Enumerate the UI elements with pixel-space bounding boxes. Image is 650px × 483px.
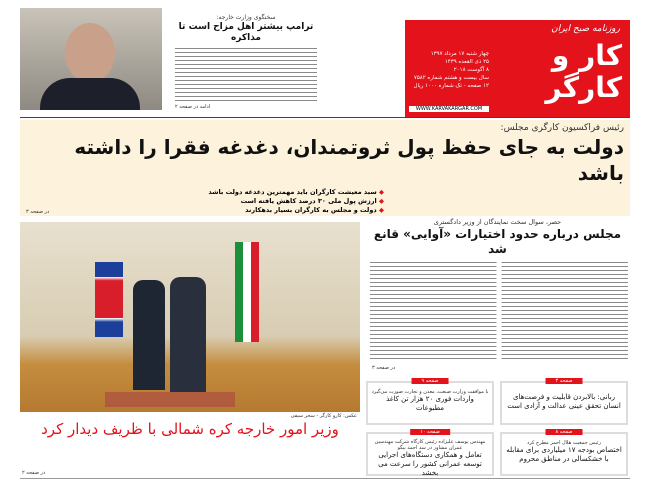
person-right	[170, 277, 206, 392]
top-story-continued[interactable]: ادامه در صفحه ۲	[175, 104, 211, 110]
portrait-photo	[20, 8, 162, 110]
issue-info: چهار شنبه ۱۷ مرداد ۱۳۹۷ ۲۵ ذی القعده ۱۴۳۹ ۸ آگوست ۲۰۱۸ سال بیست و هشتم شماره ۷۵۸۲ ۱۲ صفحه - تک شماره ۱۰۰۰ ریال	[413, 51, 489, 89]
top-story	[170, 14, 322, 44]
news-box[interactable]: صفحه ۸ رئیس جمعیت هلال احمر مطرح کرد اختصاص بودجه ۱۷ میلیاردی برای مقابله با خشکسالی در مناطق محروم	[500, 432, 628, 476]
photo-credit: عکس: کارو کارگر - سحر سیفی	[290, 413, 357, 419]
lead-kicker: رئیس فراکسیون کارگری مجلس:	[500, 123, 624, 133]
news-box[interactable]: صفحه ۱۰ مهندس یوسف علیزاده رئیس کارگاه شرکت مهندسین عمران مشاور در سد احمد بیگو تعامل و همکاری دستگاه‌های اجرایی توسعه عمرانی کشور را سرعت می بخشد	[366, 432, 494, 476]
person-left	[133, 280, 165, 390]
masthead	[405, 20, 630, 117]
lead-continued[interactable]: در صفحه ۳	[26, 209, 50, 215]
lead-bullets: ◆ سبد معیشت کارگران باید مهمترین دغدغه دولت باشد ◆ ارزش پول ملی ۳۰ درصد کاهش یافته است ◆ دولت و مجلس به کارگران بسیار بدهکارند	[208, 188, 384, 214]
news-box[interactable]: صفحه ۳ ربانی: بالابردن قابلیت و فرصت‌های انسان تحقق عینی عدالت و آزادی است	[500, 381, 628, 425]
top-story-kicker: سخنگوی وزارت خارجه:	[216, 14, 276, 21]
top-story-title[interactable]: ترامپ بیشتر اهل مزاح است تا مذاکره	[178, 22, 314, 43]
photo-caption[interactable]: وزیر امور خارجه کره شمالی با ظریف دیدار کرد	[41, 420, 339, 438]
main-photo	[20, 222, 360, 412]
rug	[105, 392, 235, 407]
newspaper-logo: کار و کارگر	[545, 39, 622, 104]
masthead-tagline: روزنامه صبح ایران	[551, 24, 620, 34]
website-url[interactable]: WWW.KARVAKARGAR.COM	[409, 106, 489, 112]
second-continued[interactable]: در صفحه ۳	[372, 365, 396, 371]
news-box[interactable]: صفحه ۹ با موافقت وزارت صنعت، معدن و تجارت صورت می‌گیرد واردات فوری ۲۰ هزار تن کاغذ مطبوعات	[366, 381, 494, 425]
lead-headline[interactable]: دولت به جای حفظ پول ثروتمندان، دغدغه فقرا را داشته باشد	[74, 135, 624, 185]
photo-continued[interactable]: در صفحه ۲	[22, 470, 46, 476]
second-headline[interactable]: مجلس درباره حدود اختیارات «آوایی» قانع شد	[373, 227, 622, 256]
second-story-body	[370, 262, 628, 362]
north-korea-flag	[95, 262, 123, 337]
top-story-body	[175, 48, 317, 102]
second-kicker: حصر، سوال سخت نمایندگان از وزیر دادگستری	[433, 218, 562, 226]
lead-story	[20, 120, 630, 216]
divider	[20, 117, 630, 118]
iran-flag	[235, 242, 259, 342]
second-story	[365, 218, 630, 257]
divider	[20, 478, 630, 479]
